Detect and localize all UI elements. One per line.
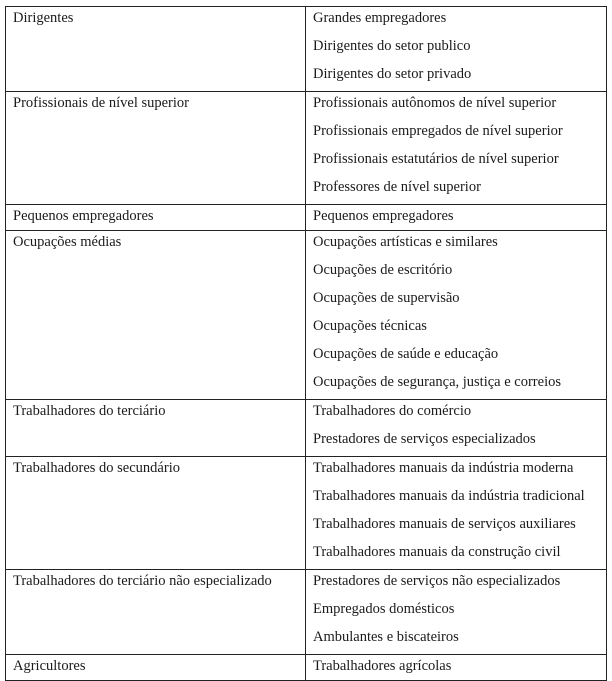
table-row [6,457,607,570]
table-row [6,7,607,92]
category-cell [6,92,306,205]
occupation-item: Dirigentes do setor publico [313,38,471,54]
occupation-item: Ambulantes e biscateiros [313,629,459,645]
category-label: Trabalhadores do terciário não especializado [13,573,272,589]
occupation-item: Ocupações de saúde e educação [313,346,499,362]
items-cell [306,400,607,457]
category-cell [6,655,306,681]
category-label: Ocupações médias [13,234,122,250]
category-label: Trabalhadores do secundário [13,460,180,476]
table-row [6,231,607,400]
category-cell [6,205,306,231]
table-row [6,400,607,457]
category-label: Dirigentes [13,10,74,26]
occupation-item: Ocupações técnicas [313,318,427,334]
occupation-item: Trabalhadores do comércio [313,403,472,419]
occupation-item: Trabalhadores manuais de serviços auxiliares [313,516,576,532]
occupation-item: Ocupações artísticas e similares [313,234,498,250]
items-cell [306,457,607,570]
items-cell [306,92,607,205]
category-cell [6,231,306,400]
occupation-item: Ocupações de supervisão [313,290,460,306]
table-row [6,92,607,205]
occupation-item: Ocupações de segurança, justiça e correios [313,374,561,390]
category-cell [6,7,306,92]
table-row [6,205,607,231]
occupation-item: Trabalhadores manuais da construção civil [313,544,561,560]
occupation-classification-table [5,6,607,681]
occupation-item: Prestadores de serviços não especializados [313,573,561,589]
occupation-item: Trabalhadores agrícolas [313,658,452,674]
items-cell [306,205,607,231]
occupation-item: Trabalhadores manuais da indústria moderna [313,460,574,476]
category-label: Profissionais de nível superior [13,95,189,111]
items-cell [306,570,607,655]
occupation-item: Trabalhadores manuais da indústria tradicional [313,488,585,504]
occupation-item: Grandes empregadores [313,10,447,26]
occupation-item: Pequenos empregadores [313,208,454,224]
table-row [6,570,607,655]
occupation-item: Profissionais estatutários de nível superior [313,151,559,167]
category-label: Agricultores [13,658,86,674]
items-cell [306,655,607,681]
category-cell [6,570,306,655]
items-cell [306,231,607,400]
occupation-item: Empregados domésticos [313,601,455,617]
category-label: Trabalhadores do terciário [13,403,166,419]
occupation-item: Professores de nível superior [313,179,481,195]
items-cell [306,7,607,92]
table-row [6,655,607,681]
occupation-item: Dirigentes do setor privado [313,66,472,82]
category-cell [6,400,306,457]
occupation-item: Profissionais empregados de nível superior [313,123,563,139]
category-label: Pequenos empregadores [13,208,154,224]
occupation-item: Profissionais autônomos de nível superior [313,95,557,111]
category-cell [6,457,306,570]
occupation-item: Ocupações de escritório [313,262,453,278]
table-body [6,7,607,681]
occupation-item: Prestadores de serviços especializados [313,431,536,447]
